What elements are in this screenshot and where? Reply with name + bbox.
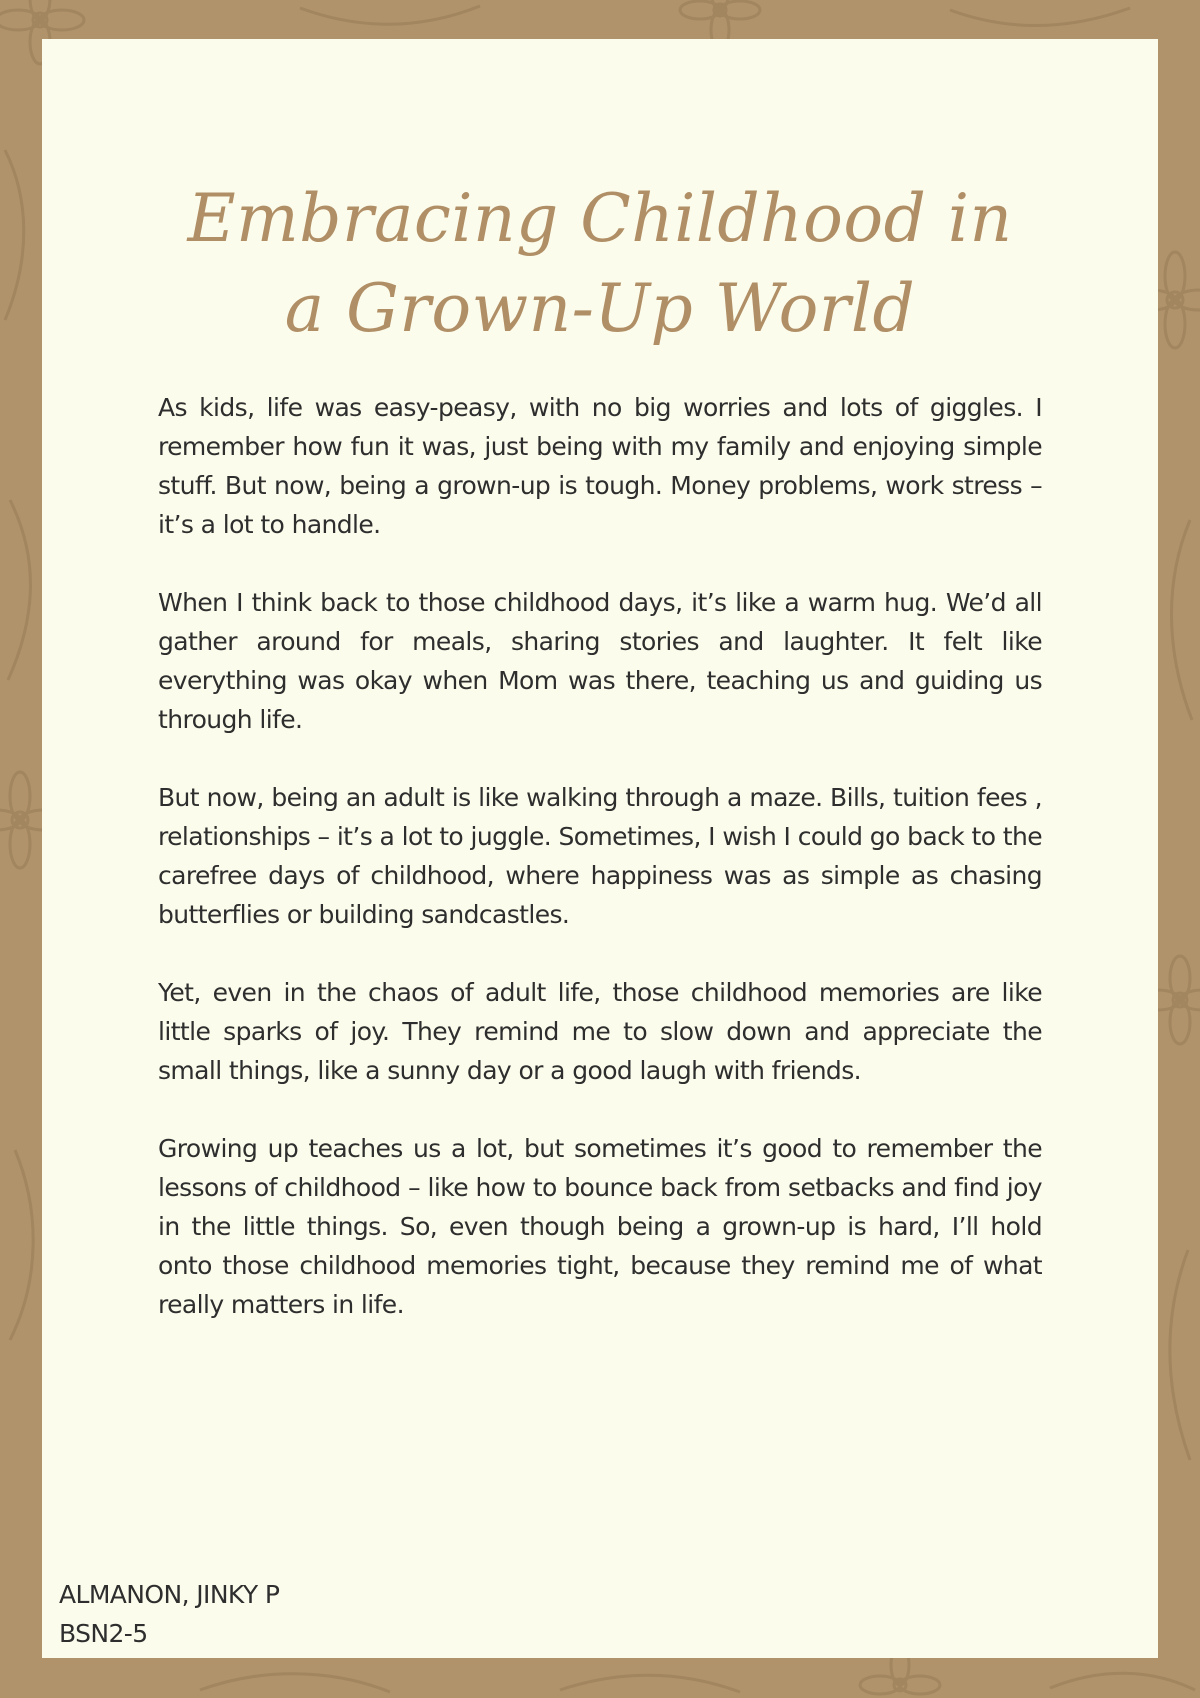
leaf-icon	[1171, 520, 1192, 720]
page-title	[42, 174, 1158, 354]
paragraph: When I think back to those childhood days, it’s like a warm hug. We’d all gather around for meals, sharing stories and laughter. It felt like everything was okay when Mom was there, teaching us and guiding us through life.	[158, 588, 1042, 734]
author-section: BSN2-5	[59, 1619, 148, 1648]
paragraph: Growing up teaches us a lot, but sometimes it’s good to remember the lessons of childhood – like how to bounce back from setbacks and find joy in the little things. So, even though being a grown-up is hard, I’ll hold onto those childhood memories tight, because they remind me of what really matters in life.	[158, 1134, 1042, 1319]
paragraph: Yet, even in the chaos of adult life, those childhood memories are like little sparks of joy. They remind me to slow down and appreciate the small things, like a sunny day or a good laugh with friends.	[158, 978, 1042, 1085]
paragraph: As kids, life was easy-peasy, with no big worries and lots of giggles. I remember how fun it was, just being with my family and enjoying simple stuff. But now, being a grown-up is tough. Money problems, work stress – it’s a lot to handle.	[158, 393, 1042, 539]
title-line-1: Embracing Childhood in	[187, 180, 1013, 257]
leaf-icon	[1170, 1250, 1190, 1460]
leaf-icon	[5, 150, 24, 320]
leaf-icon	[1050, 1673, 1195, 1690]
essay-body	[158, 388, 1042, 1363]
leaf-icon	[10, 1150, 33, 1340]
leaf-icon	[300, 6, 480, 24]
paragraph: But now, being an adult is like walking through a maze. Bills, tuition fees , relationships – it’s a lot to juggle. Sometimes, I wish I could go back to the carefree days of childhood, where happiness was as simple as chasing butterflies or building sandcastles.	[158, 783, 1042, 929]
leaf-icon	[200, 1674, 390, 1692]
title-line-2: a Grown-Up World	[284, 270, 916, 347]
leaf-icon	[8, 500, 30, 680]
author-name: ALMANON, JINKY P	[59, 1580, 280, 1609]
paper-sheet	[42, 39, 1158, 1658]
author-block	[59, 1575, 279, 1653]
leaf-icon	[560, 1675, 740, 1692]
leaf-icon	[950, 8, 1130, 26]
